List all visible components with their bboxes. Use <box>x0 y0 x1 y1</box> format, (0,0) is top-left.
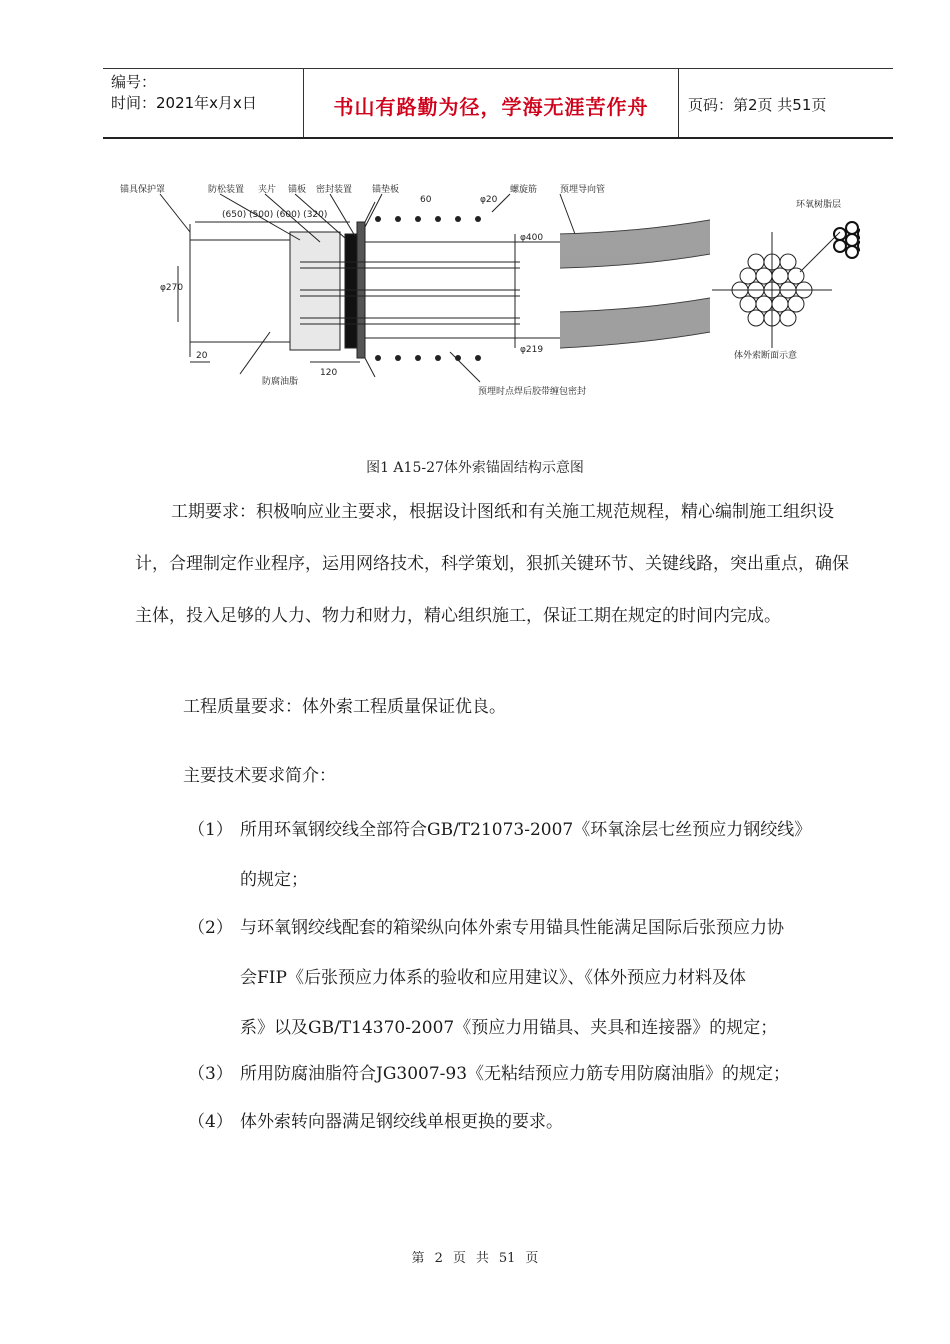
label-grease: 防腐油脂 <box>262 377 299 387</box>
label-spiral: 螺旋筋 <box>510 185 538 195</box>
paragraph-quality: 工程质量要求：体外索工程质量保证优良。 <box>183 697 506 717</box>
label-phi219: φ219 <box>520 345 544 355</box>
figure-caption: 图1 A15-27体外索锚固结构示意图 <box>366 460 584 476</box>
label-phi270: φ270 <box>160 283 184 293</box>
label-cap: 锚具保护罩 <box>120 185 166 195</box>
label-phi20: φ20 <box>480 195 498 205</box>
footer-page-number: 2 <box>434 1251 443 1266</box>
label-bearing-plate: 锚垫板 <box>372 185 400 195</box>
item-line: 体外索转向器满足钢绞线单根更换的要求。 <box>240 1112 563 1132</box>
label-section: 体外索断面示意 <box>734 351 798 361</box>
page-code: 页码：第2页 共51页 <box>688 96 827 114</box>
item-line: 系》以及GB/T14370-2007《预应力用锚具、夹具和连接器》的规定； <box>240 1018 778 1038</box>
label-tape-note: 预埋时点焊后胶带缠包密封 <box>478 387 587 397</box>
footer-word: 页 <box>525 1251 539 1266</box>
item-number: （1） <box>188 820 233 840</box>
item-number: （3） <box>188 1064 233 1084</box>
cap-body <box>190 240 300 342</box>
label-phi400: φ400 <box>520 233 544 243</box>
document-header <box>103 68 893 139</box>
time-label: 时间：2021年x月x日 <box>111 94 257 112</box>
label-guide-pipe: 预埋导向管 <box>560 185 606 195</box>
footer-word: 页 <box>452 1251 466 1266</box>
item-number: （4） <box>188 1112 233 1132</box>
anchor-drawing <box>120 172 860 422</box>
item-line: 会FIP《后张预应力体系的验收和应用建议》、《体外预应力材料及体 <box>240 968 746 988</box>
paragraph-tech-intro: 主要技术要求简介： <box>183 766 336 786</box>
label-d120: 120 <box>320 368 338 378</box>
item-line: 与环氧钢绞线配套的箱梁纵向体外索专用锚具性能满足国际后张预应力协 <box>240 918 784 938</box>
label-d60: 60 <box>420 195 432 205</box>
item-line: 所用防腐油脂符合JG3007-93《无粘结预应力筋专用防腐油脂》的规定； <box>240 1064 791 1084</box>
header-meta-cell <box>103 69 303 137</box>
label-anchor-plate: 锚板 <box>288 185 307 195</box>
item-line: 的规定； <box>240 870 308 890</box>
item-line: 所用环氧钢绞线全部符合GB/T21073-2007《环氧涂层七丝预应力钢绞线》 <box>240 820 812 840</box>
paragraph-schedule: 工期要求：积极响应业主要求，根据设计图纸和有关施工规范规程，精心编制施工组织设计，合理制定作业程序，运用网络技术，科学策划，狠抓关键环节、关键线路，突出重点，确保主体，投入足够的人力、物力和财力，精心组织施工，保证工期在规定的时间内完成。 <box>135 502 849 626</box>
footer-word: 共 <box>475 1251 489 1266</box>
label-d20: 20 <box>196 351 208 361</box>
epoxy-detail <box>834 222 860 258</box>
header-page-cell <box>678 69 893 137</box>
header-motto-cell <box>303 69 679 137</box>
serial-label: 编号： <box>111 73 157 91</box>
footer-word: 第 <box>411 1251 425 1266</box>
label-clip: 夹片 <box>258 185 277 195</box>
anchor-structure-figure <box>120 172 860 422</box>
footer-total-pages: 51 <box>498 1251 516 1266</box>
item-number: （2） <box>188 918 233 938</box>
label-anti-loose: 防松装置 <box>208 185 245 195</box>
cross-section <box>712 232 840 348</box>
label-epoxy: 环氧树脂层 <box>796 200 842 210</box>
label-seal: 密封装置 <box>316 185 353 195</box>
motto-text: 书山有路勤为径，学海无涯苦作舟 <box>333 95 649 119</box>
page-footer <box>0 1247 950 1266</box>
label-dims: (650) (500) (600) (320) <box>222 210 328 220</box>
